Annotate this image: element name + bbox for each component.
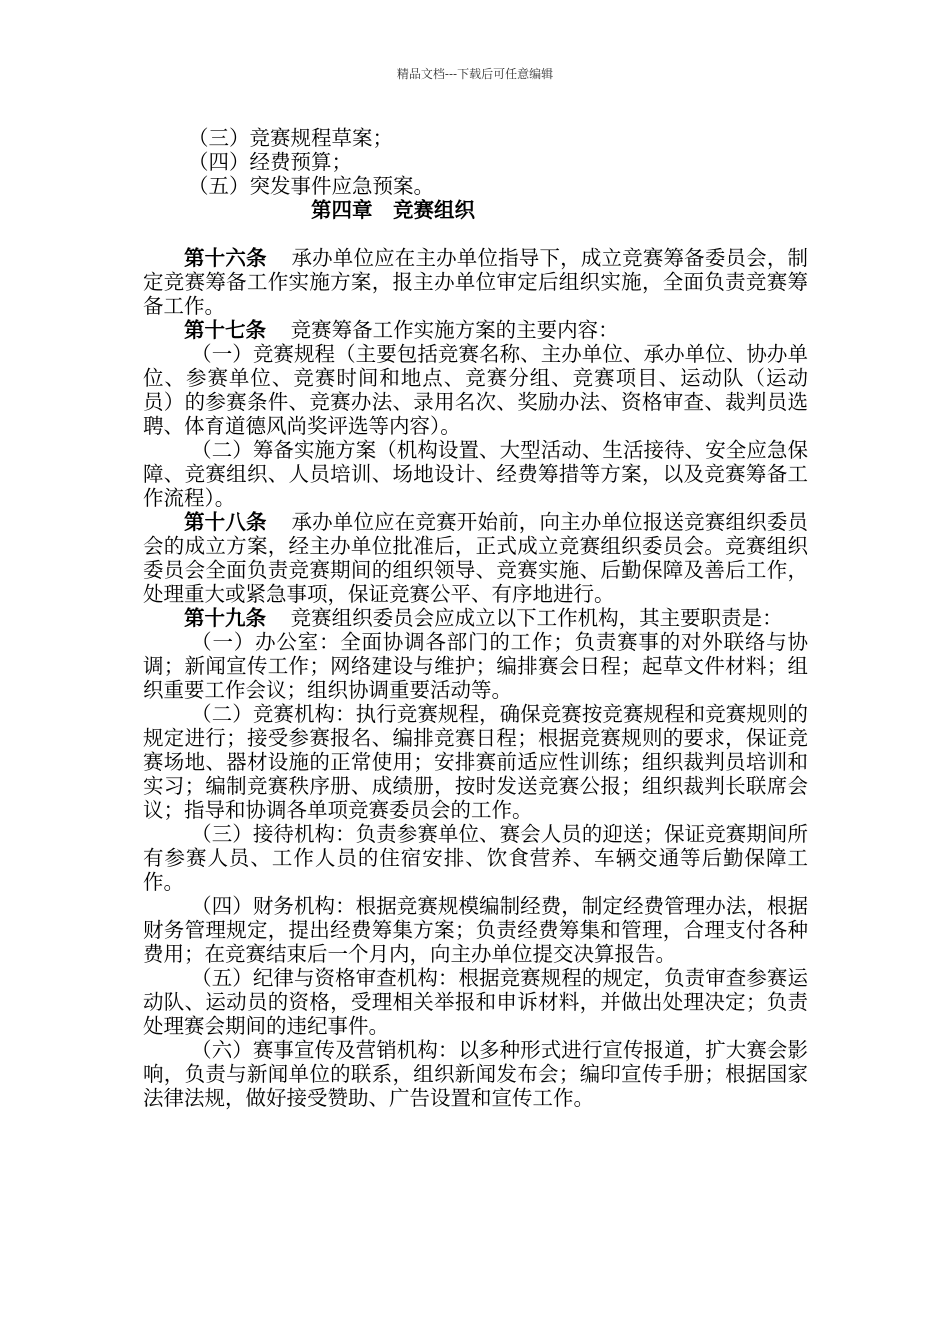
list-item-4: （四）经费预算； (188, 150, 352, 174)
article-19-text: 竞赛组织委员会应成立以下工作机构，其主要职责是： (290, 606, 783, 630)
article-16-text: 承办单位应在主办单位指导下，成立竞赛筹备委员会，制定竞赛筹备工作实施方案，报主办单位审定后组织实施，全面负责竞赛筹备工作。 (143, 246, 809, 318)
article-19-item-3: （三）接待机构：负责参赛单位、赛会人员的迎送；保证竞赛期间所有参赛人员、工作人员的住宿安排、饮食营养、车辆交通等后勤保障工作。 (143, 822, 808, 894)
article-17-title: 第十七条 (184, 318, 266, 342)
article-19-title: 第十九条 (184, 606, 266, 630)
page-header: 精品文档---下载后可任意编辑 (396, 67, 554, 81)
document-body (143, 126, 808, 1110)
list-item-5: （五）突发事件应急预案。 (188, 174, 434, 198)
article-16 (143, 246, 808, 318)
article-19-item-5: （五）纪律与资格审查机构：根据竞赛规程的规定，负责审查参赛运动队、运动员的资格，受理相关举报和申诉材料，并做出处理决定；负责处理赛会期间的违纪事件。 (143, 966, 808, 1038)
list-item-3: （三）竞赛规程草案； (188, 126, 393, 150)
article-19-item-1: （一）办公室：全面协调各部门的工作；负责赛事的对外联络与协调；新闻宣传工作；网络建设与维护；编排赛会日程；起草文件材料；组织重要工作会议；组织协调重要活动等。 (143, 630, 808, 702)
article-17-item-2: （二）筹备实施方案（机构设置、大型活动、生活接待、安全应急保障、竞赛组织、人员培训、场地设计、经费筹措等方案，以及竞赛筹备工作流程）。 (143, 438, 808, 510)
article-18-title: 第十八条 (184, 510, 267, 534)
article-17 (143, 318, 808, 342)
article-17-text: 竞赛筹备工作实施方案的主要内容： (290, 318, 619, 342)
article-16-title: 第十六条 (184, 246, 267, 270)
article-18-text: 承办单位应在竞赛开始前，向主办单位报送竞赛组织委员会的成立方案，经主办单位批准后，正式成立竞赛组织委员会。竞赛组织委员会全面负责竞赛期间的组织领导、竞赛实施、后勤保障及善后工作，处理重大或紧急事项，保证竞赛公平、有序地进行。 (143, 510, 809, 606)
article-17-item-1: （一）竞赛规程（主要包括竞赛名称、主办单位、承办单位、协办单位、参赛单位、竞赛时间和地点、竞赛分组、竞赛项目、运动队（运动员）的参赛条件、竞赛办法、录用名次、奖励办法、资格审查、裁判员选聘、体育道德风尚奖评选等内容）。 (143, 342, 808, 438)
article-18 (143, 510, 808, 606)
chapter-title: 第四章 竞赛组织 (311, 198, 475, 222)
article-19-item-6: （六）赛事宣传及营销机构：以多种形式进行宣传报道，扩大赛会影响，负责与新闻单位的联系，组织新闻发布会；编印宣传手册；根据国家法律法规，做好接受赞助、广告设置和宣传工作。 (143, 1038, 808, 1110)
article-19 (143, 606, 808, 630)
article-19-item-4: （四）财务机构：根据竞赛规模编制经费，制定经费管理办法，根据财务管理规定，提出经费筹集方案；负责经费筹集和管理，合理支付各种费用；在竞赛结束后一个月内，向主办单位提交决算报告。 (143, 894, 808, 966)
article-19-item-2: （二）竞赛机构：执行竞赛规程，确保竞赛按竞赛规程和竞赛规则的规定进行；接受参赛报名、编排竞赛日程；根据竞赛规则的要求，保证竞赛场地、器材设施的正常使用；安排赛前适应性训练；组织裁判员培训和实习；编制竞赛秩序册、成绩册，按时发送竞赛公报；组织裁判长联席会议；指导和协调各单项竞赛委员会的工作。 (143, 702, 808, 822)
